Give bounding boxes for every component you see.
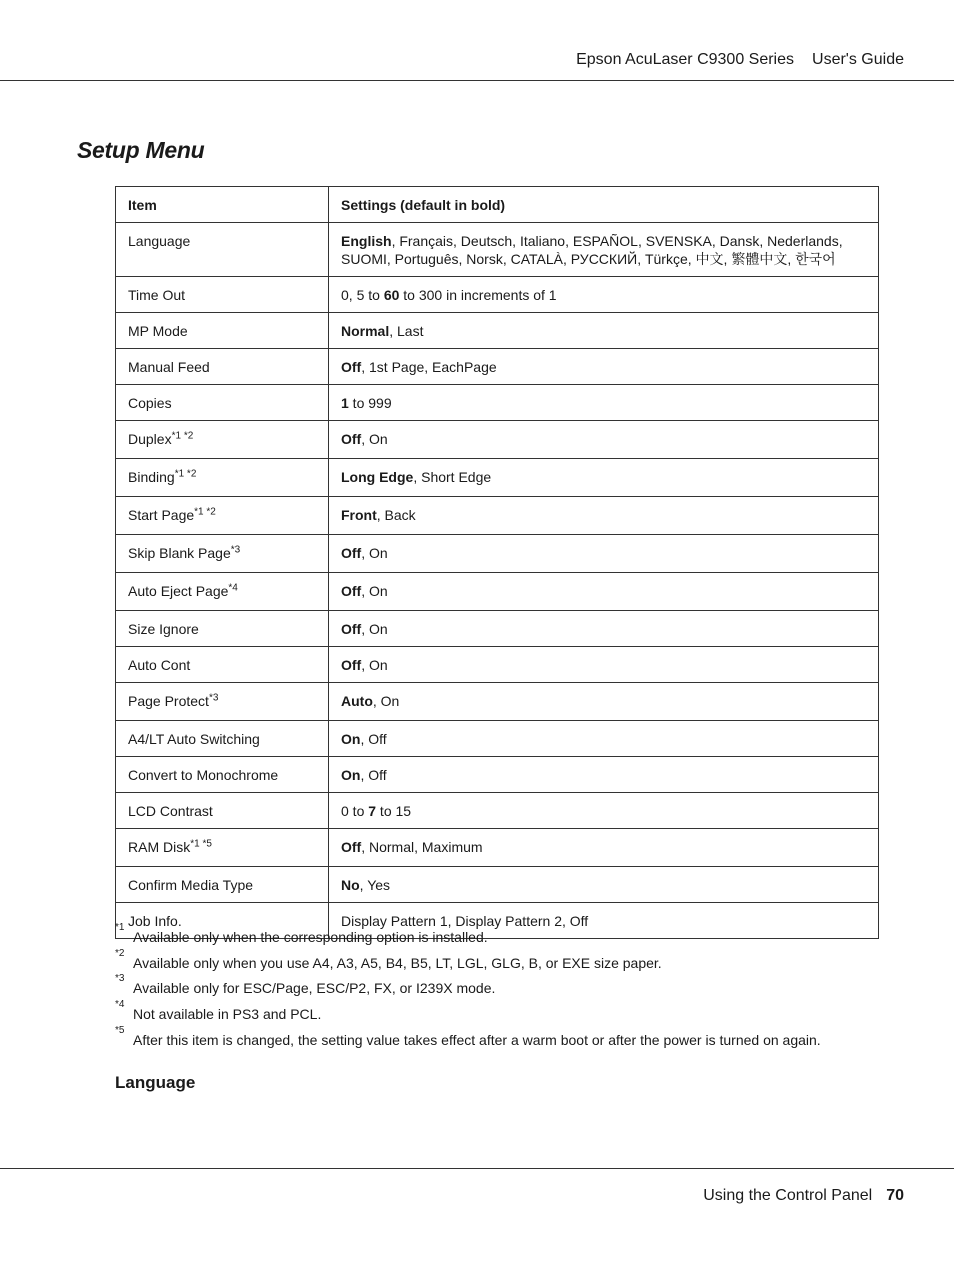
table-row [116, 829, 879, 867]
default-setting: English [341, 233, 392, 249]
footnote-mark: *1 [115, 922, 125, 933]
item-cell [116, 535, 329, 573]
page-number: 70 [886, 1187, 904, 1204]
column-header-item: Item [116, 187, 329, 223]
setting-text: , On [361, 657, 388, 673]
item-cell [116, 573, 329, 611]
item-label: Confirm Media Type [128, 877, 254, 893]
settings-cell [329, 535, 879, 573]
default-setting: On [341, 767, 361, 783]
item-cell [116, 647, 329, 683]
default-setting: No [341, 877, 360, 893]
item-label: MP Mode [128, 323, 188, 339]
setting-text: , Off [360, 731, 387, 747]
default-setting: Long Edge [341, 469, 414, 485]
item-cell [116, 497, 329, 535]
settings-cell [329, 683, 879, 721]
footnote-mark: *5 [115, 1024, 125, 1036]
item-label: Size Ignore [128, 621, 199, 637]
item-cell [116, 277, 329, 313]
settings-cell [329, 385, 879, 421]
subsection-title: Language [115, 1073, 196, 1092]
item-label: Copies [128, 395, 172, 411]
footnote-ref: *1 *5 [190, 838, 212, 850]
item-cell [116, 421, 329, 459]
table-row [116, 277, 879, 313]
header-product: Epson AcuLaser C9300 Series [576, 51, 795, 68]
item-label: Auto Eject Page [128, 583, 229, 599]
table-row [116, 421, 879, 459]
table-row [116, 497, 879, 535]
item-label: Skip Blank Page [128, 545, 231, 561]
table-body [116, 223, 879, 939]
setting-text: , Last [389, 323, 424, 339]
footnote-text: Available only when the corresponding option is installed. [133, 929, 488, 945]
footnote [115, 999, 875, 1029]
default-setting: On [341, 731, 361, 747]
item-label: Duplex [128, 431, 172, 447]
item-label: LCD Contrast [128, 803, 213, 819]
setting-text: , On [361, 621, 388, 637]
settings-cell [329, 277, 879, 313]
default-setting: Off [341, 657, 362, 673]
footnote-mark: *3 [115, 973, 125, 985]
section-title: Setup Menu [77, 137, 205, 163]
table-row [116, 647, 879, 683]
setup-menu-table [115, 186, 879, 939]
footnote-text: Not available in PS3 and PCL. [133, 1006, 322, 1023]
table-row [116, 683, 879, 721]
settings-cell [329, 223, 879, 277]
footnotes [115, 922, 875, 1054]
setting-text: , Yes [359, 877, 391, 893]
item-cell [116, 721, 329, 757]
item-cell [116, 223, 329, 277]
item-cell [116, 349, 329, 385]
default-setting: Off [341, 545, 362, 561]
table-header-row [116, 187, 879, 223]
item-cell [116, 757, 329, 793]
default-setting: Off [341, 839, 362, 855]
setting-text: , On [361, 545, 388, 561]
footnote-ref: *3 [230, 544, 241, 556]
settings-cell [329, 647, 879, 683]
table-row [116, 223, 879, 277]
table-row [116, 535, 879, 573]
settings-cell [329, 793, 879, 829]
setting-text: to 999 [348, 395, 392, 411]
footnote-mark: *4 [115, 999, 125, 1011]
settings-cell [329, 349, 879, 385]
default-setting: 1 [341, 395, 349, 411]
item-cell [116, 867, 329, 903]
setting-text: to 15 [376, 803, 412, 819]
item-label: Start Page [128, 507, 195, 523]
footnote-ref: *1 *2 [171, 430, 194, 442]
page-header [0, 0, 954, 81]
item-label: Convert to Monochrome [128, 767, 279, 783]
table-row [116, 721, 879, 757]
item-cell [116, 459, 329, 497]
item-label: Language [128, 233, 191, 249]
setting-text: 0, 5 to [341, 287, 384, 303]
setting-text: , Back [376, 507, 416, 523]
table-row [116, 867, 879, 903]
table-row [116, 793, 879, 829]
setting-text: , Normal, Maximum [361, 839, 483, 855]
footnote-text: Available only for ESC/Page, ESC/P2, FX, or I239X mode. [133, 980, 496, 997]
table-row [116, 757, 879, 793]
footnote-ref: *3 [208, 692, 219, 704]
footnote [115, 1024, 875, 1055]
setting-text: , On [361, 431, 388, 447]
default-setting: 60 [383, 287, 400, 303]
table-row [116, 385, 879, 421]
settings-cell [329, 757, 879, 793]
item-label: A4/LT Auto Switching [128, 731, 260, 747]
table-row [116, 459, 879, 497]
setting-text: 0 to [341, 803, 369, 819]
table-row [116, 349, 879, 385]
settings-cell [329, 421, 879, 459]
settings-cell [329, 459, 879, 497]
setting-text: , On [361, 583, 388, 599]
page-footer [703, 1187, 904, 1205]
footnote [115, 973, 875, 1003]
column-header-settings: Settings (default in bold) [329, 187, 879, 223]
table-row [116, 611, 879, 647]
item-label: Manual Feed [128, 359, 210, 375]
settings-cell [329, 829, 879, 867]
footnote-ref: *1 *2 [194, 506, 216, 518]
setting-text: , 1st Page, EachPage [361, 359, 497, 375]
default-setting: 7 [368, 803, 377, 819]
settings-cell [329, 497, 879, 535]
default-setting: Front [341, 507, 377, 523]
default-setting: Off [341, 621, 362, 637]
item-label: RAM Disk [128, 839, 191, 855]
setting-text: to 300 in increments of 1 [399, 287, 557, 303]
item-cell [116, 793, 329, 829]
item-label: Page Protect [128, 693, 209, 709]
settings-cell [329, 611, 879, 647]
footnote-text: After this item is changed, the setting value takes effect after a warm boot or after the power is turned on again. [133, 1031, 821, 1048]
default-setting: Off [341, 359, 362, 375]
settings-cell [329, 313, 879, 349]
item-cell [116, 611, 329, 647]
table-row [116, 573, 879, 611]
default-setting: Auto [341, 693, 373, 709]
footnote-mark: *2 [115, 947, 125, 959]
footnote-ref: *1 *2 [174, 468, 197, 480]
item-label: Job Info. [128, 913, 182, 929]
setting-text: , On [372, 693, 400, 709]
item-label: Auto Cont [128, 657, 191, 673]
setting-text: , Short Edge [413, 469, 492, 485]
settings-cell [329, 721, 879, 757]
setting-text: , Français, Deutsch, Italiano, ESPAÑOL, SVENSKA, Dansk, Nederlands, SUOMI, Português, Norsk, CATALÀ, РУССКИЙ, Türkçe, 中文, 繁體中文, 한국어 [341, 233, 843, 267]
footer-chapter: Using the Control Panel [703, 1187, 873, 1204]
item-label: Binding [128, 469, 175, 485]
header-text [576, 51, 904, 69]
setting-text: Display Pattern 1, Display Pattern 2, Off [341, 913, 589, 929]
setting-text: , Off [360, 767, 387, 783]
default-setting: Normal [341, 323, 390, 339]
item-cell [116, 683, 329, 721]
table-row [116, 313, 879, 349]
footnote-ref: *4 [228, 582, 238, 594]
settings-cell [329, 573, 879, 611]
header-guide: User's Guide [812, 51, 904, 68]
settings-cell [329, 867, 879, 903]
item-cell [116, 385, 329, 421]
item-cell [116, 829, 329, 867]
default-setting: Off [341, 583, 362, 599]
footer-rule [0, 1168, 954, 1169]
footnote [115, 947, 875, 978]
default-setting: Off [341, 431, 362, 447]
item-cell [116, 313, 329, 349]
footnote [115, 922, 875, 952]
footnote-text: Available only when you use A4, A3, A5, B4, B5, LT, LGL, GLG, B, or EXE size paper. [133, 954, 662, 971]
item-label: Time Out [128, 287, 186, 303]
